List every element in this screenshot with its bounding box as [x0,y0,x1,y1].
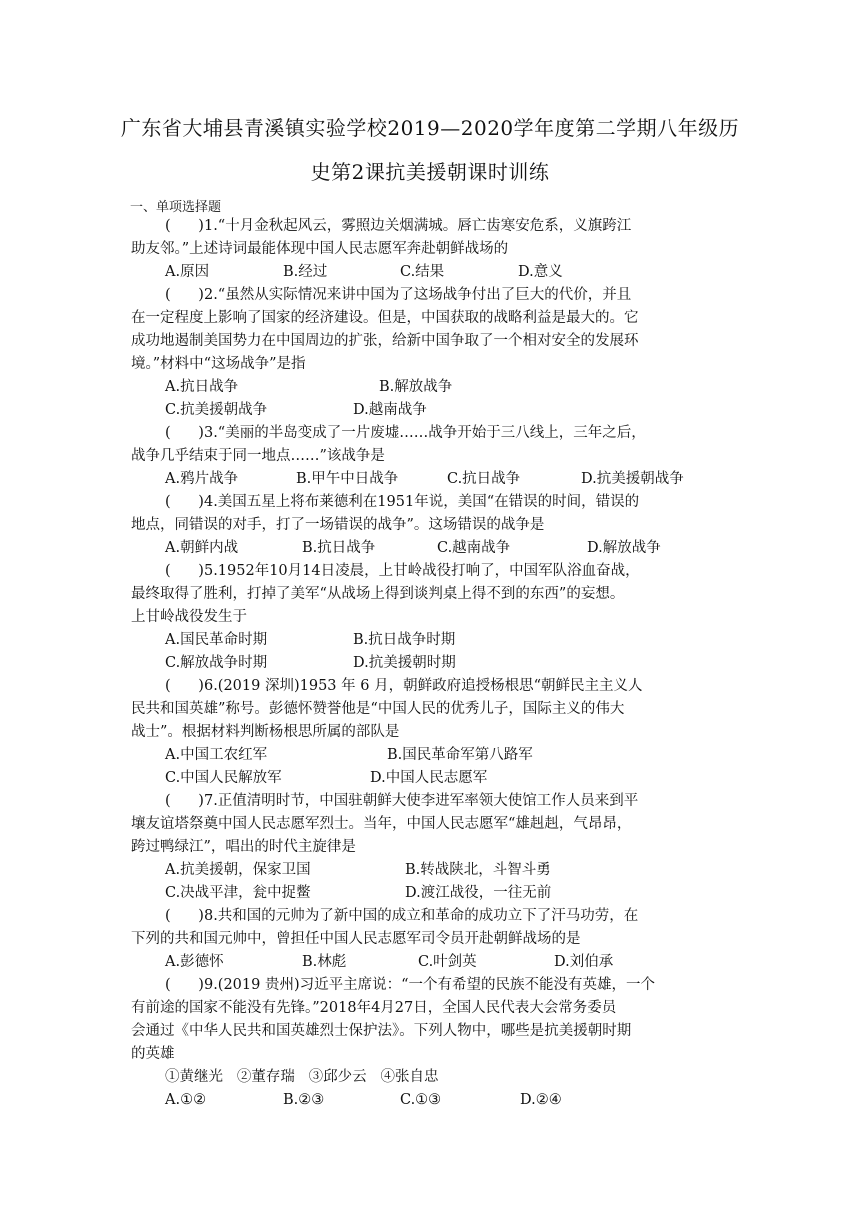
option-c: C.结果 [400,264,445,280]
option-a: A.抗日战争 [165,379,239,395]
question-6-line-1: ( )6.(2019 深圳)1953 年 6 月，朝鲜政府追授杨根思“朝鲜民主主义人 [165,678,643,694]
question-3-line-1: ( )3.“美丽的半岛变成了一片废墟……战争开始于三八线上，三年之后， [165,425,646,441]
option-c: C.叶剑英 [418,954,477,970]
option-b: B.抗日战争 [302,540,376,556]
option-a: A.①② [165,1092,207,1108]
question-9-line-3: 会通过《中华人民共和国英雄烈士保护法》。下列人物中，哪些是抗美援朝时期 [131,1023,632,1039]
question-2-options-row-1 [165,376,725,398]
option-d: D.抗美援朝时期 [353,655,456,671]
question-3-line-2: 战争几乎结束于同一地点……”该战争是 [131,448,385,464]
option-c: C.决战平津，瓮中捉鳖 [165,885,311,901]
question-7-line-3: 跨过鸭绿江”，唱出的时代主旋律是 [131,839,356,855]
question-4-line-2: 地点，同错误的对手，打了一场错误的战争”。这场错误的战争是 [131,517,545,533]
question-6-line-2: 民共和国英雄”称号。彭德怀赞誉他是“中国人民的优秀儿子，国际主义的伟大 [131,701,625,717]
option-b: B.解放战争 [379,379,453,395]
question-2-line-4: 境。”材料中“这场战争”是指 [131,356,306,372]
option-c: C.越南战争 [437,540,511,556]
option-b: B.转战陕北，斗智斗勇 [405,862,551,878]
question-5-options-row-2 [165,652,725,674]
option-b: B.林彪 [302,954,347,970]
option-c: C.抗美援朝战争 [165,402,268,418]
question-9-line-2: 有前途的国家不能没有先锋。”2018年4月27日，全国人民代表大会常务委员 [131,1000,617,1016]
question-3-options [165,468,725,490]
option-a: A.朝鲜内战 [165,540,239,556]
option-d: D.渡江战役，一往无前 [405,885,552,901]
question-1-line-1: ( )1.“十月金秋起风云，雾照边关烟满城。唇亡齿寒安危系，义旗跨江 [165,218,632,234]
question-5-line-3: 上甘岭战役发生于 [131,609,247,625]
option-d: D.抗美援朝战争 [581,471,684,487]
question-7-options-row-1 [165,859,725,881]
section-heading: 一、单项选择题 [130,200,222,215]
question-7-line-1: ( )7.正值清明时节，中国驻朝鲜大使李进军率领大使馆工作人员来到平 [165,793,639,809]
option-c: C.中国人民解放军 [165,770,282,786]
option-a: A.国民革命时期 [165,632,268,648]
question-7-options-row-2 [165,882,725,904]
question-6-line-3: 战士”。根据材料判断杨根思所属的部队是 [131,724,400,740]
question-4-options [165,537,725,559]
document-title-line-1: 广东省大埔县青溪镇实验学校2019—2020学年度第二学期八年级历 [120,116,740,140]
option-c: C.解放战争时期 [165,655,268,671]
question-2-line-2: 在一定程度上影响了国家的经济建设。但是，中国获取的战略利益是最大的。它 [131,310,639,326]
option-d: D.刘伯承 [554,954,614,970]
question-5-options-row-1 [165,629,725,651]
option-d: D.中国人民志愿军 [370,770,488,786]
option-a: A.抗美援朝，保家卫国 [165,862,311,878]
question-4-line-1: ( )4.美国五星上将布莱德利在1951年说，美国“在错误的时间，错误的 [165,494,640,510]
question-9-line-4: 的英雄 [131,1046,175,1062]
option-a: A.原因 [165,264,210,280]
document-title-line-2: 史第2课抗美援朝课时训练 [310,160,550,184]
option-d: D.②④ [520,1092,562,1108]
question-6-options-row-2 [165,767,725,789]
option-b: B.国民革命军第八路军 [387,747,533,763]
option-b: B.甲午中日战争 [296,471,399,487]
question-2-line-1: ( )2.“虽然从实际情况来讲中国为了这场战争付出了巨大的代价，并且 [165,287,632,303]
option-a: A.彭德怀 [165,954,224,970]
question-2-line-3: 成功地遏制美国势力在中国周边的扩张，给新中国争取了一个相对安全的发展环 [131,333,639,349]
option-d: D.越南战争 [353,402,427,418]
question-5-line-1: ( )5.1952年10月14日凌晨，上甘岭战役打响了，中国军队浴血奋战， [165,563,640,579]
option-b: B.②③ [283,1092,325,1108]
option-a: A.鸦片战争 [165,471,239,487]
question-8-options [165,951,725,973]
option-a: A.中国工农红军 [165,747,268,763]
question-1-line-2: 助友邻。”上述诗词最能体现中国人民志愿军奔赴朝鲜战场的 [131,241,509,257]
option-c: C.①③ [400,1092,442,1108]
question-5-line-2: 最终取得了胜利，打掉了美军“从战场上得到谈判桌上得不到的东西”的妄想。 [131,586,625,602]
option-b: B.抗日战争时期 [353,632,456,648]
question-9-options [165,1089,725,1111]
option-d: D.意义 [518,264,563,280]
question-2-options-row-2 [165,399,725,421]
question-1-options [165,261,725,283]
question-8-line-2: 下列的共和国元帅中，曾担任中国人民志愿军司令员开赴朝鲜战场的是 [131,931,581,947]
question-8-line-1: ( )8.共和国的元帅为了新中国的成立和革命的成功立下了汗马功劳，在 [165,908,639,924]
question-9-line-1: ( )9.(2019 贵州)习近平主席说：“一个有希望的民族不能没有英雄，一个 [165,977,656,993]
option-b: B.经过 [283,264,328,280]
option-c: C.抗日战争 [447,471,521,487]
question-7-line-2: 壤友谊塔祭奠中国人民志愿军烈士。当年，中国人民志愿军“雄赳赳，气昂昂， [131,816,632,832]
question-9-choices: ①黄继光 ②董存瑞 ③邱少云 ④张自忠 [165,1069,439,1085]
question-6-options-row-1 [165,744,725,766]
option-d: D.解放战争 [587,540,661,556]
